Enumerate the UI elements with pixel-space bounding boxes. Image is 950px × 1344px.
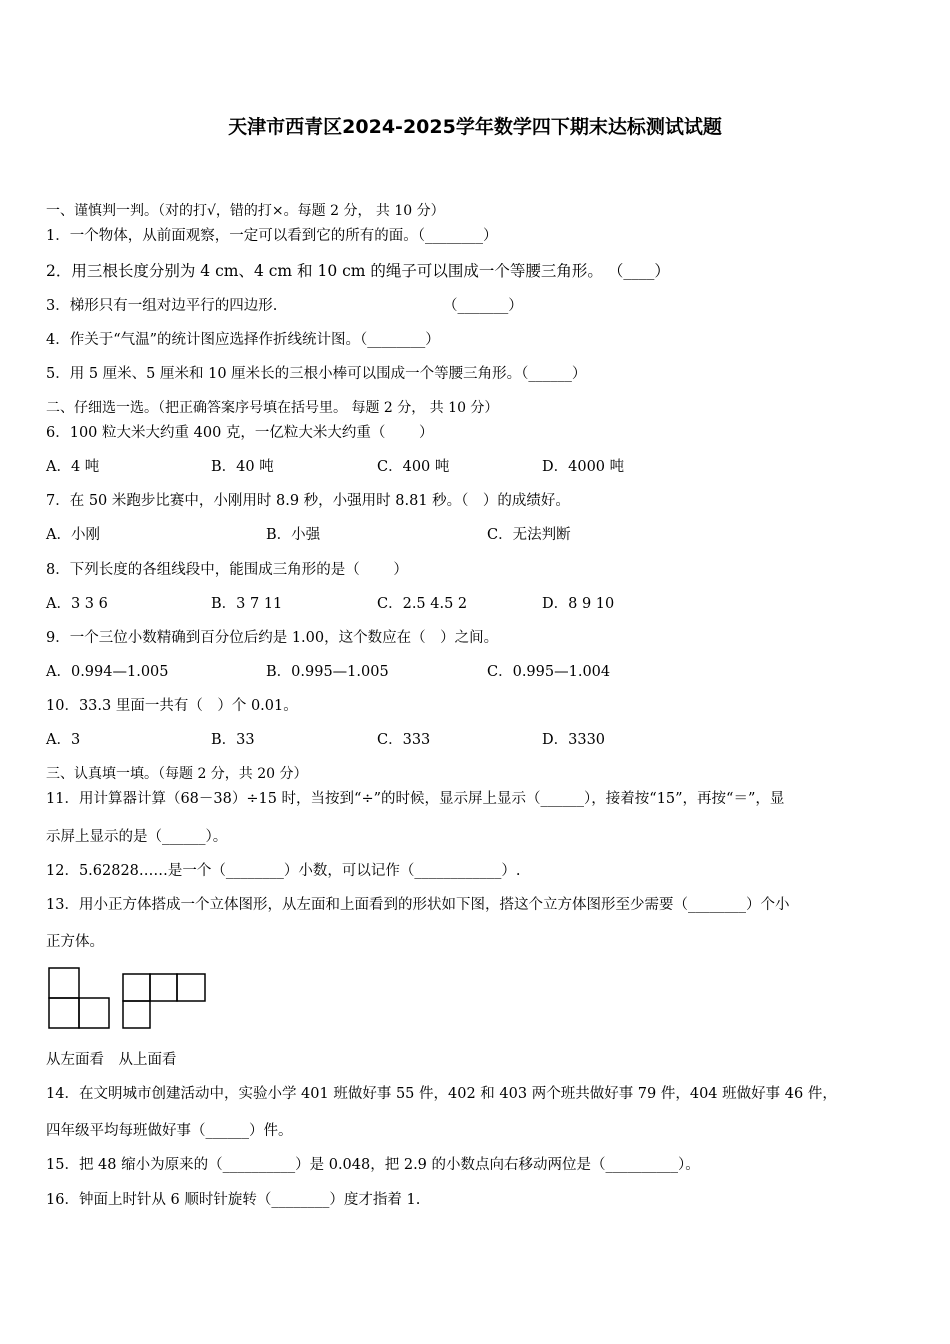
question-13: 13．用小正方体搭成一个立体图形，从左面和上面看到的形状如下图，搭这个立方体图形至少需要（________）个小 [46, 897, 790, 913]
top-view-figure [122, 973, 207, 1030]
q7-option-a: A．小刚 [46, 527, 100, 543]
question-3-blank: （_______） [443, 298, 523, 314]
question-5: 5．用 5 厘米、5 厘米和 10 厘米长的三根小棒可以围成一个等腰三角形。（______） [46, 366, 587, 382]
q10-option-b: B．33 [211, 732, 255, 748]
section-1-heading: 一、谨慎判一判。（对的打√，错的打×。每题 2 分， 共 10 分） [46, 203, 445, 219]
q7-option-b: B．小强 [266, 527, 321, 543]
question-6: 6．100 粒大米大约重 400 克，一亿粒大米大约重（ ） [46, 425, 434, 441]
question-1: 1．一个物体，从前面观察，一定可以看到它的所有的面。（________） [46, 228, 498, 244]
section-2-heading: 二、仔细选一选。（把正确答案序号填在括号里。 每题 2 分， 共 10 分） [46, 400, 499, 416]
q8-option-d: D．8 9 10 [542, 596, 615, 612]
q6-option-a: A．4 吨 [46, 459, 100, 475]
question-12: 12．5.62828……是一个（________）小数，可以记作（____________）. [46, 863, 521, 879]
question-8: 8．下列长度的各组线段中，能围成三角形的是（ ） [46, 562, 408, 578]
question-3: 3．梯形只有一组对边平行的四边形. [46, 298, 278, 314]
q6-option-b: B．40 吨 [211, 459, 274, 475]
q6-option-c: C．400 吨 [377, 459, 450, 475]
q9-option-a: A．0.994—1.005 [46, 664, 169, 680]
q9-option-b: B．0.995—1.005 [266, 664, 389, 680]
question-4: 4．作关于“气温”的统计图应选择作折线统计图。（________） [46, 332, 440, 348]
question-14-cont: 四年级平均每班做好事（______）件。 [46, 1123, 293, 1139]
question-10: 10．33.3 里面一共有（ ）个 0.01。 [46, 698, 298, 714]
question-11: 11．用计算器计算（68－38）÷15 时，当按到“÷”的时候，显示屏上显示（______），接着按“15”，再按“＝”，显 [46, 791, 785, 807]
question-15: 15．把 48 缩小为原来的（__________）是 0.048，把 2.9 的小数点向右移动两位是（__________）。 [46, 1157, 700, 1173]
q8-option-a: A．3 3 6 [46, 596, 108, 612]
q10-option-a: A．3 [46, 732, 81, 748]
question-16: 16．钟面上时针从 6 顺时针旋转（________）度才指着 1. [46, 1192, 421, 1208]
q6-option-d: D．4000 吨 [542, 459, 625, 475]
section-3-heading: 三、认真填一填。（每题 2 分，共 20 分） [46, 766, 308, 782]
q8-option-c: C．2.5 4.5 2 [377, 596, 468, 612]
left-view-figure [48, 967, 110, 1029]
question-13-cont: 正方体。 [46, 934, 104, 950]
q10-option-c: C．333 [377, 732, 431, 748]
q9-option-c: C．0.995—1.004 [487, 664, 611, 680]
q7-option-c: C．无法判断 [487, 527, 571, 543]
page-title: 天津市西青区2024-2025学年数学四下期末达标测试试题 [228, 116, 722, 138]
question-9: 9．一个三位小数精确到百分位后约是 1.00，这个数应在（ ）之间。 [46, 630, 499, 646]
question-2: 2．用三根长度分别为 4 cm、4 cm 和 10 cm 的绳子可以围成一个等腰三角形。 （____） [46, 262, 670, 280]
question-11-cont: 示屏上显示的是（______）。 [46, 829, 228, 845]
figure-caption: 从左面看 从上面看 [46, 1052, 177, 1068]
question-14: 14．在文明城市创建活动中，实验小学 401 班做好事 55 件，402 和 403 两个班共做好事 79 件，404 班做好事 46 件， [46, 1086, 837, 1102]
question-7: 7．在 50 米跑步比赛中，小刚用时 8.9 秒，小强用时 8.81 秒。（ ）的成绩好。 [46, 493, 570, 509]
q10-option-d: D．3330 [542, 732, 606, 748]
q8-option-b: B．3 7 11 [211, 596, 283, 612]
